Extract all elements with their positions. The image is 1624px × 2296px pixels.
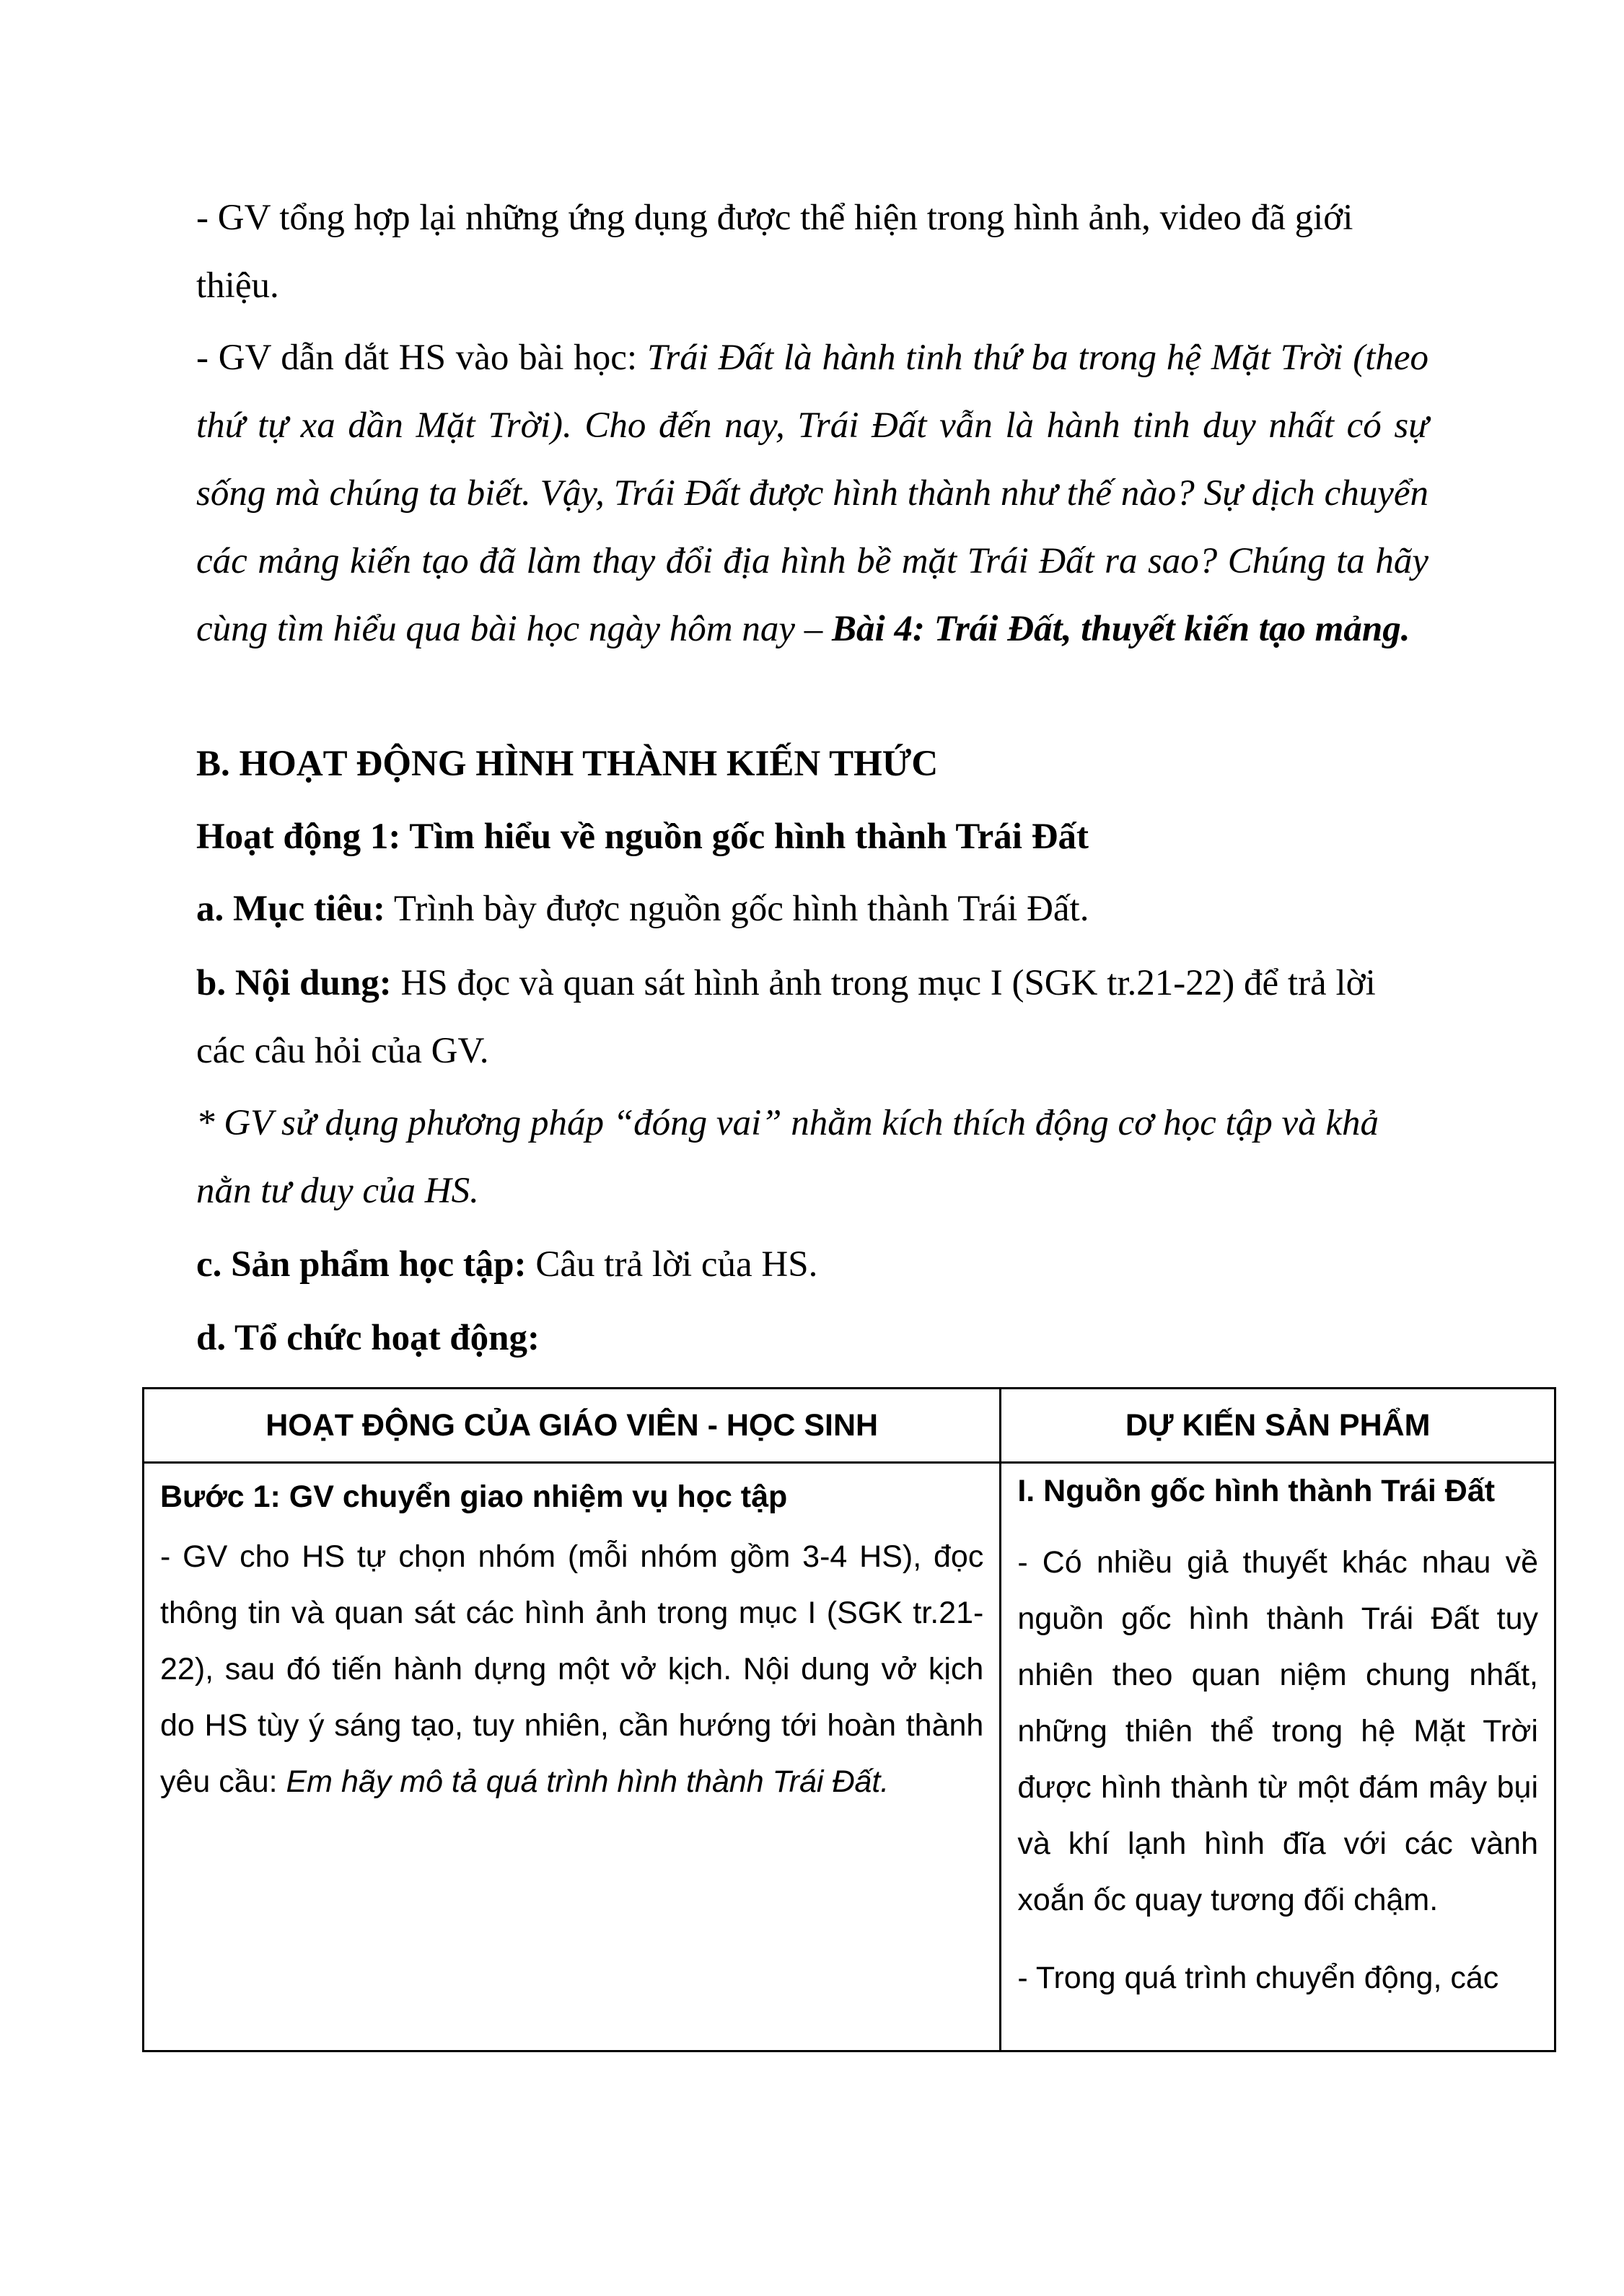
table-header-teacher-student: HOẠT ĐỘNG CỦA GIÁO VIÊN - HỌC SINH	[144, 1389, 1001, 1463]
product-text: Câu trả lời của HS.	[526, 1244, 818, 1285]
content-line-2	[196, 1017, 488, 1085]
activity-heading	[196, 803, 1089, 871]
product-label: c. Sản phẩm học tập:	[196, 1244, 527, 1285]
content-line-1	[196, 949, 1376, 1017]
intro-lead-text: - GV dẫn dắt HS vào bài học:	[196, 338, 647, 378]
table-header-expected-product: DỰ KIẾN SẢN PHẨM	[1001, 1389, 1555, 1463]
step-text	[160, 1529, 983, 1810]
paragraph-text: thiệu.	[196, 265, 279, 306]
product-heading: I. Nguồn gốc hình thành Trái Đất	[1017, 1474, 1496, 1508]
content-text: các câu hỏi của GV.	[196, 1031, 489, 1071]
product-paragraph-2: - Trong quá trình chuyển động, các	[1017, 1961, 1499, 1995]
product-line	[196, 1231, 817, 1298]
method-note-text: nằn tư duy của HS.	[196, 1171, 479, 1211]
step-instructions: - GV cho HS tự chọn nhóm (mỗi nhóm gồm 3-4 HS), đọc thông tin và quan sát các hình ảnh trong mục I (SGK tr.21-22), sau đó tiến hành dựng một vở kịch. Nội dung vở kịch do HS tùy ý sáng tạo, tuy nhiên, cần hướng tới hoàn thành yêu cầu:	[160, 1539, 984, 1799]
objective-text: Trình bày được nguồn gốc hình thành Trái Đất.	[385, 889, 1089, 929]
product-paragraph-1: - Có nhiều giả thuyết khác nhau về nguồn gốc hình thành Trái Đất tuy nhiên theo quan niệm chung nhất, những thiên thể trong hệ Mặt Trời được hình thành từ một đám mây bụi và khí lạnh hình đĩa với các vành xoắn ốc quay tương đối chậm.	[1017, 1545, 1538, 1917]
teacher-student-cell	[144, 1463, 1001, 2051]
step-requirement: Em hãy mô tả quá trình hình thành Trái Đất.	[286, 1764, 890, 1799]
section-heading	[196, 730, 938, 798]
organize-heading-text: d. Tổ chức hoạt động:	[196, 1318, 540, 1358]
content-label: b. Nội dung:	[196, 963, 392, 1003]
method-note-text: * GV sử dụng phương pháp “đóng vai” nhằm kích thích động cơ học tập và khả	[196, 1103, 1379, 1143]
section-heading-text: B. HOẠT ĐỘNG HÌNH THÀNH KIẾN THỨC	[196, 744, 939, 784]
objective-line	[196, 875, 1089, 943]
intro-italic-text: Trái Đất là hành tinh thứ ba trong hệ Mặt Trời (theo thứ tự xa dần Mặt Trời). Cho đến nay, Trái Đất vẫn là hành tinh duy nhất có sự sống mà chúng ta biết. Vậy, Trái Đất được hình thành như thế nào? Sự dịch chuyển các mảng kiến tạo đã làm thay đổi địa hình bề mặt Trái Đất ra sao? Chúng ta hãy cùng tìm hiểu qua bài học ngày hôm nay –	[196, 338, 1428, 649]
activity-table	[142, 1387, 1556, 2052]
activity-heading-text: Hoạt động 1: Tìm hiểu về nguồn gốc hình thành Trái Đất	[196, 817, 1089, 857]
objective-label: a. Mục tiêu:	[196, 889, 386, 929]
table-row	[144, 1463, 1555, 2051]
method-note-line-1	[196, 1089, 1379, 1157]
table-header-row	[144, 1389, 1555, 1463]
method-note-line-2	[196, 1157, 479, 1225]
paragraph-text: - GV tổng hợp lại những ứng dụng được thể hiện trong hình ảnh, video đã giới	[196, 198, 1353, 238]
step-heading: Bước 1: GV chuyển giao nhiệm vụ học tập	[160, 1479, 788, 1514]
paragraph-introduction	[196, 324, 1428, 663]
organize-heading	[196, 1304, 540, 1372]
paragraph-summary-line-1	[196, 184, 1353, 252]
content-text: HS đọc và quan sát hình ảnh trong mục I (SGK tr.21-22) để trả lời	[391, 963, 1376, 1003]
lesson-title: Bài 4: Trái Đất, thuyết kiến tạo mảng.	[832, 609, 1410, 649]
expected-product-cell	[1001, 1463, 1555, 2051]
paragraph-summary-line-2	[196, 252, 279, 320]
